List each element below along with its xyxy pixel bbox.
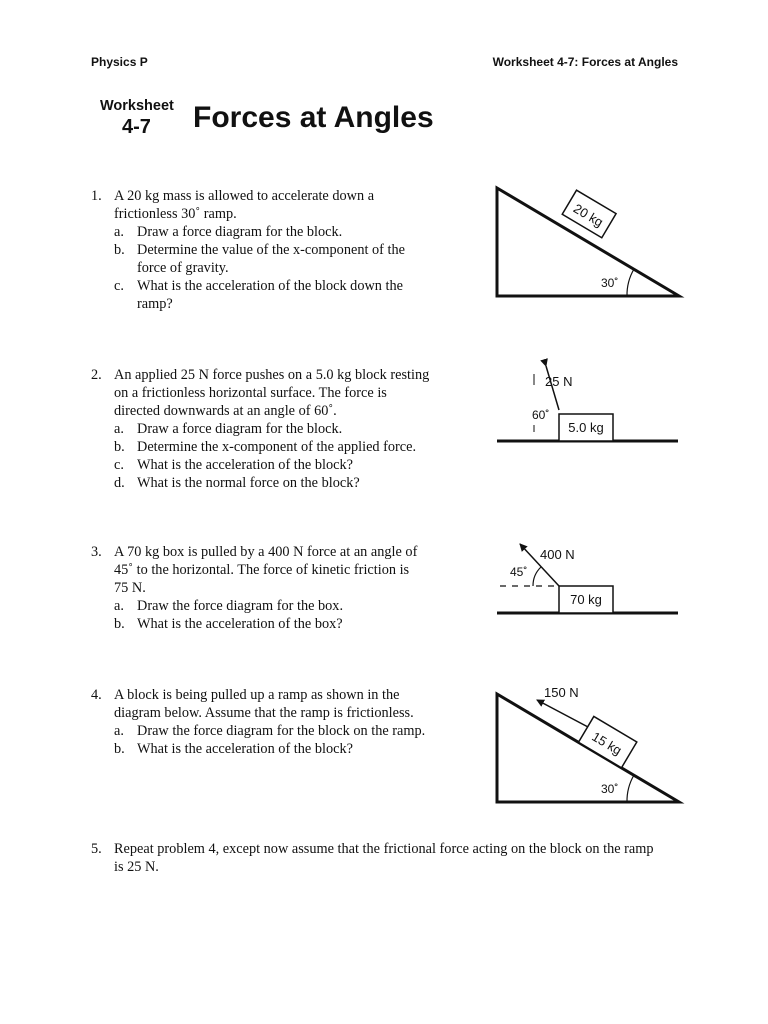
- block-mass-label: 15 kg: [589, 728, 625, 758]
- problem-text: frictionless 30˚ ramp.: [114, 206, 237, 222]
- part-text: What is the acceleration of the block?: [137, 457, 353, 473]
- problem-text: diagram below. Assume that the ramp is frictionless.: [114, 705, 414, 721]
- part-letter: a.: [114, 224, 124, 240]
- part-letter: d.: [114, 475, 125, 491]
- figure-2-pushed-block: [497, 366, 678, 441]
- worksheet-number: 4-7: [122, 116, 151, 138]
- problem-number: 1.: [91, 188, 102, 204]
- part-text: Determine the x-component of the applied force.: [137, 439, 417, 455]
- problem-number: 3.: [91, 544, 102, 560]
- part-letter: b.: [114, 242, 125, 258]
- part-text: ramp?: [137, 296, 173, 312]
- part-text: What is the normal force on the block?: [137, 475, 360, 491]
- box-mass-label: 70 kg: [570, 592, 602, 607]
- part-letter: c.: [114, 457, 124, 473]
- problem-text: directed downwards at an angle of 60˚.: [114, 403, 337, 419]
- part-text: force of gravity.: [137, 260, 229, 276]
- course-name: Physics P: [91, 55, 148, 69]
- angle-arc: [627, 269, 634, 296]
- angle-label: 30˚: [601, 276, 619, 290]
- problem-text: A 20 kg mass is allowed to accelerate down a: [114, 188, 375, 204]
- worksheet-header: Worksheet 4-7: Forces at Angles: [492, 55, 678, 69]
- page-title: Forces at Angles: [193, 101, 434, 134]
- part-letter: b.: [114, 439, 125, 455]
- force-label: 150 N: [544, 685, 579, 700]
- part-text: Draw a force diagram for the block.: [137, 421, 343, 437]
- part-text: Draw the force diagram for the box.: [137, 598, 344, 614]
- problem-text: 75 N.: [114, 580, 146, 596]
- part-letter: a.: [114, 598, 124, 614]
- part-letter: b.: [114, 741, 125, 757]
- problem-text: A 70 kg box is pulled by a 400 N force at an angle of: [114, 544, 418, 560]
- figure-1-ramp-diagram: [497, 188, 679, 296]
- figure-4-ramp-pulled-block: [497, 685, 679, 802]
- block-15kg: [579, 716, 637, 767]
- part-letter: a.: [114, 421, 124, 437]
- problem-number: 4.: [91, 687, 102, 703]
- angle-label: 45˚: [510, 565, 528, 579]
- problem-text: A block is being pulled up a ramp as shown in the: [114, 687, 400, 703]
- part-text: Draw a force diagram for the block.: [137, 224, 343, 240]
- problem-number: 2.: [91, 367, 102, 383]
- angle-label: 30˚: [601, 782, 619, 796]
- angle-label: 60˚: [532, 408, 550, 422]
- problem-number: 5.: [91, 841, 102, 857]
- part-letter: c.: [114, 278, 124, 294]
- problem-text: is 25 N.: [114, 859, 159, 875]
- block-mass-label: 5.0 kg: [568, 420, 604, 435]
- part-text: Determine the value of the x-component of the: [137, 242, 405, 258]
- block-mass-label: 20 kg: [570, 200, 606, 230]
- problem-text: An applied 25 N force pushes on a 5.0 kg block resting: [114, 367, 430, 383]
- part-text: What is the acceleration of the box?: [137, 616, 343, 632]
- problem-text: on a frictionless horizontal surface. The force is: [114, 385, 387, 401]
- part-letter: b.: [114, 616, 125, 632]
- angle-arc: [533, 567, 541, 586]
- force-label: 400 N: [540, 547, 575, 562]
- worksheet-label: Worksheet: [100, 98, 174, 114]
- figure-3-pulled-box: [497, 544, 678, 613]
- part-text: What is the acceleration of the block?: [137, 741, 353, 757]
- angle-arc: [627, 775, 634, 802]
- part-letter: a.: [114, 723, 124, 739]
- part-text: What is the acceleration of the block down the: [137, 278, 403, 294]
- problem-text: 45˚ to the horizontal. The force of kinetic friction is: [114, 562, 410, 578]
- force-label: 25 N: [545, 374, 573, 389]
- part-text: Draw the force diagram for the block on the ramp.: [137, 723, 426, 739]
- problem-text: Repeat problem 4, except now assume that the frictional force acting on the block on the ramp: [114, 841, 654, 857]
